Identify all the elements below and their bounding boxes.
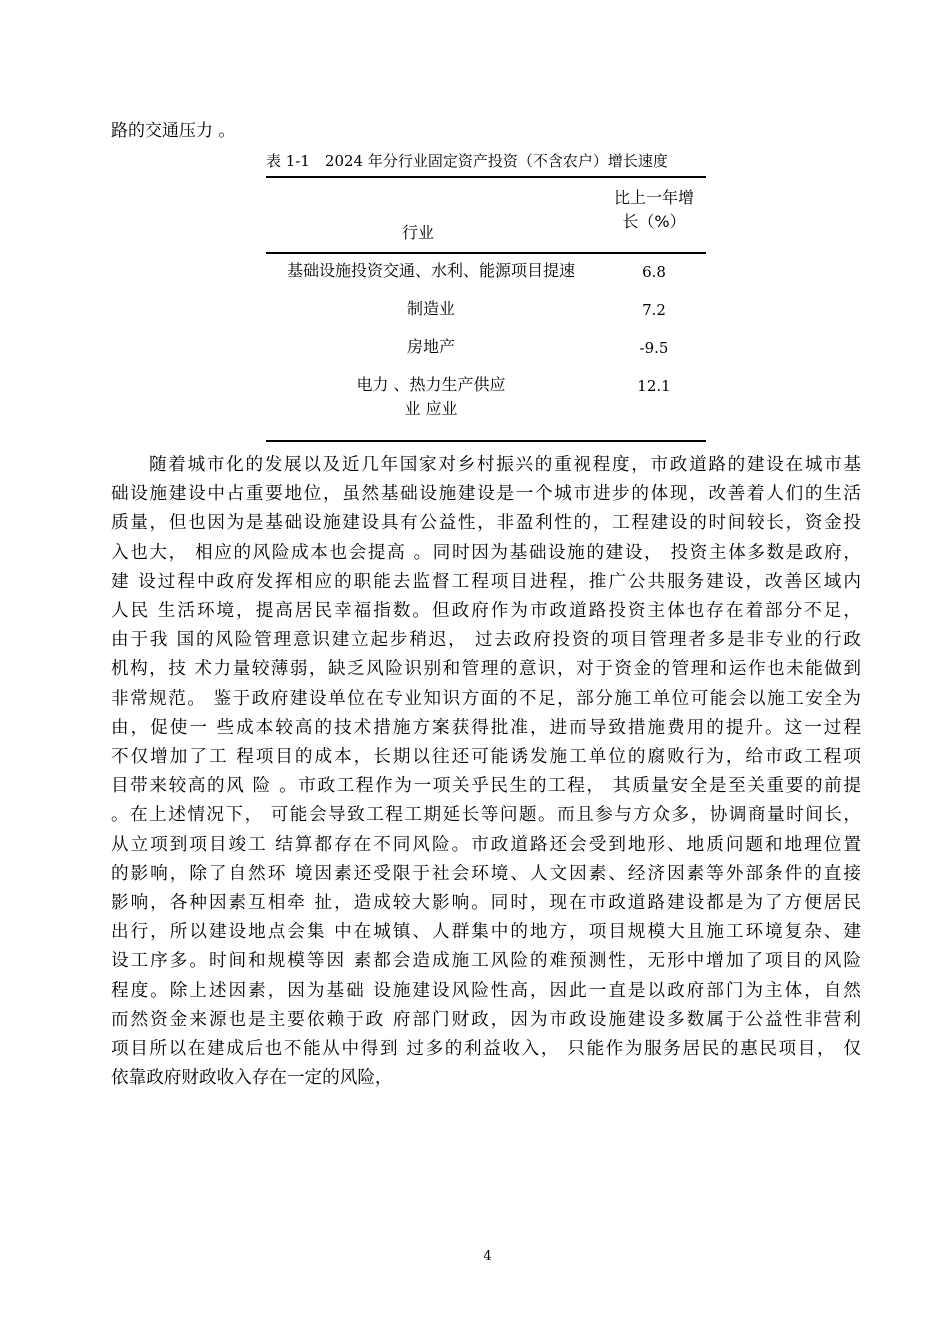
body-line: 质量，但也因为是基础设施建设具有公益性，非盈利性的，工程建设的时间较长，资金投	[111, 513, 861, 534]
table-row-industry: 基础设施投资交通、水利、能源项目提速	[286, 261, 575, 280]
body-line: 人民 生活环境，提高居民幸福指数。但政府作为市政道路投资主体也存在着部分不足，	[111, 601, 861, 622]
body-line: 机构，技 术力量较薄弱，缺乏风险识别和管理的意识，对于资金的管理和运作也未能做到	[111, 659, 861, 680]
page-number: 4	[483, 1249, 492, 1264]
body-line: 设工序多。时间和规模等因 素都会造成施工风险的难预测性，无形中增加了项目的风险	[111, 951, 861, 972]
table-header-growth-line2: 长（%）	[622, 212, 686, 231]
body-line: 程度。除上述因素，因为基础 设施建设风险性高，因此一直是以政府部门为主体，自然	[111, 980, 861, 1001]
body-line: 不仅增加了工 程项目的成本，长期以往还可能诱发施工单位的腐败行为，给市政工程项	[111, 747, 861, 768]
body-line: 从立项到项目竣工 结算都存在不同风险。市政道路还会受到地形、地质问题和地理位置	[111, 834, 861, 855]
table-header-growth-line1: 比上一年增	[613, 188, 694, 207]
body-line: 随着城市化的发展以及近几年国家对乡村振兴的重视程度，市政道路的建设在城市基	[149, 455, 861, 475]
body-line: 由于我 国的风险管理意识建立起步稍迟， 过去政府投资的项目管理者多是非专业的行政	[111, 630, 861, 651]
table-header-growth	[604, 186, 704, 234]
table-row-industry-line1: 电力 、热力生产供应	[356, 375, 506, 394]
table-row-growth: 12.1	[637, 377, 671, 395]
intro-tail-text: 路的交通压力 。	[111, 121, 236, 141]
table-header-industry: 行业	[402, 223, 435, 242]
body-line: 项目所以在建成后也不能从中得到 过多的利益收入， 只能作为服务居民的惠民项目， 仅	[111, 1039, 861, 1060]
body-line: 非常规范。 鉴于政府建设单位在专业知识方面的不足，部分施工单位可能会以施工安全为	[111, 688, 861, 709]
body-line: 础设施建设中占重要地位，虽然基础设施建设是一个城市进步的体现，改善着人们的生活	[111, 484, 861, 505]
body-line: 目带来较高的风 险 。市政工程作为一项关乎民生的工程， 其质量安全是至关重要的前提	[111, 776, 861, 797]
table-row-growth: -9.5	[639, 339, 669, 357]
table-top-rule	[266, 176, 706, 178]
table-caption: 表 1-1 2024 年分行业固定资产投资（不含农户）增长速度	[266, 152, 668, 170]
body-line: 建 设过程中政府发挥相应的职能去监督工程项目进程，推广公共服务建设，改善区域内	[111, 571, 861, 592]
table-row-industry-line2: 业 应业	[404, 399, 458, 418]
table-row-industry: 制造业	[406, 299, 455, 318]
body-line: 。在上述情况下， 可能会导致工程工期延长等问题。而且参与方众多，协调商量时间长，	[111, 805, 861, 826]
table-header-rule	[266, 252, 706, 254]
body-line: 而然资金来源也是主要依赖于政 府部门财政，因为市政设施建设多数属于公益性非营利	[111, 1009, 861, 1030]
body-line: 影响，各种因素互相牵 扯，造成较大影响。同时，现在市政道路建设都是为了方便居民	[111, 893, 861, 914]
body-line: 入也大， 相应的风险成本也会提高 。同时因为基础设施的建设， 投资主体多数是政府，	[111, 542, 861, 563]
table-row-growth: 7.2	[642, 301, 666, 319]
body-paragraph	[111, 451, 861, 1093]
body-line: 由，促使一 些成本较高的技术措施方案获得批准，进而导致措施费用的提升。这一过程	[111, 717, 861, 738]
body-line: 依靠政府财政收入存在一定的风险，	[111, 1068, 393, 1089]
table-bottom-rule	[266, 440, 706, 442]
table-row-industry	[266, 373, 596, 421]
body-line: 的影响，除了自然环 境因素还受限于社会环境、人文因素、经济因素等外部条件的直接	[111, 863, 861, 884]
body-line: 出行，所以建设地点会集 中在城镇、人群集中的地方，项目规模大且施工环境复杂、建	[111, 922, 861, 943]
table-row-industry: 房地产	[406, 337, 455, 356]
table-row-growth: 6.8	[642, 263, 666, 281]
